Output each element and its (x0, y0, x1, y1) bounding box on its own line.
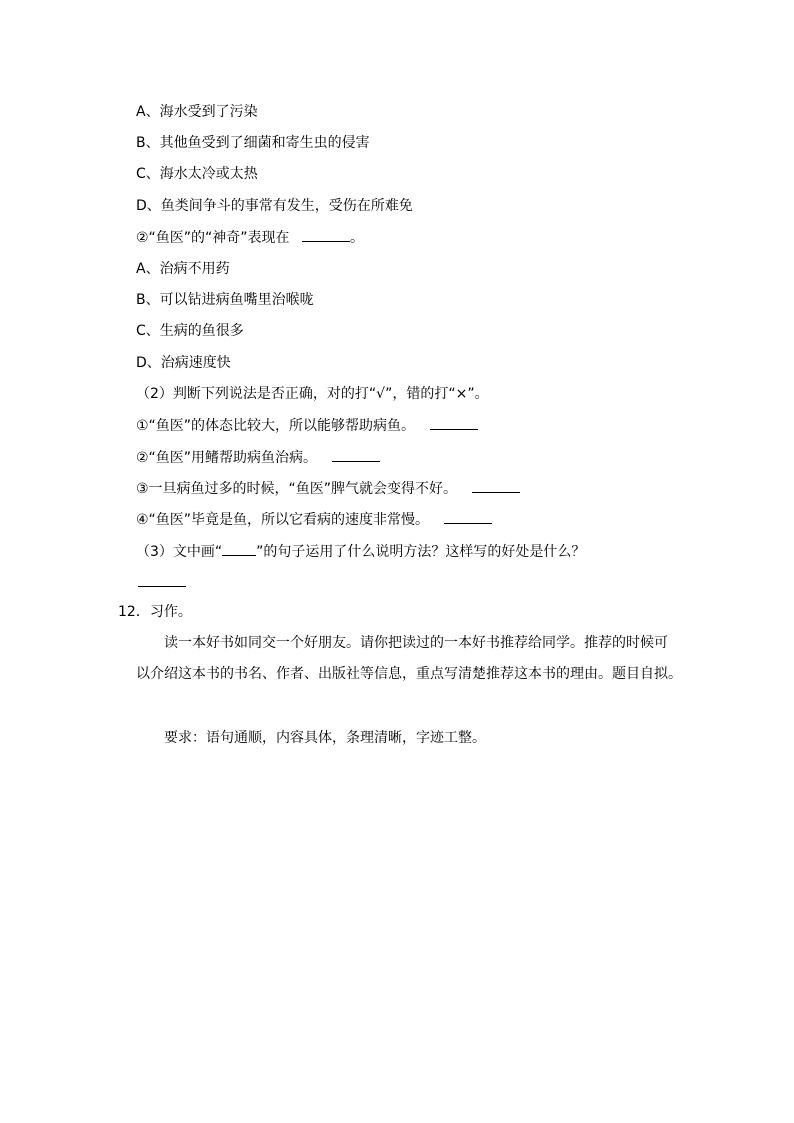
q12-requirement: 要求：语句通顺，内容具体，条理清晰，字迹工整。 (164, 730, 486, 746)
q3-question (136, 541, 585, 561)
q2-s3-text: ③一旦病鱼过多的时候，“鱼医”脾气就会变得不好。 (136, 481, 458, 497)
q12-paragraph-line1: 读一本好书如同交一个好朋友。请你把读过的一本好书推荐给同学。推荐的时候可 (164, 635, 668, 651)
q1-part2-option-c: C、生病的鱼很多 (136, 323, 244, 339)
q1-part2-option-d: D、治病速度快 (136, 355, 231, 371)
q3-prefix: （3）文中画“ (136, 544, 223, 560)
q1-part2-option-a: A、治病不用药 (136, 261, 230, 277)
q2-s4-text: ④“鱼医”毕竟是鱼，所以它看病的速度非常慢。 (136, 512, 430, 528)
q1-option-c: C、海水太冷或太热 (136, 166, 258, 182)
q1-part2-end: 。 (350, 230, 365, 246)
q2-s3-blank[interactable] (472, 478, 520, 493)
q3-answer-blank[interactable] (138, 572, 186, 587)
q2-statement-1 (136, 415, 478, 435)
q2-s4-blank[interactable] (444, 509, 492, 524)
q3-answer-line (138, 572, 186, 592)
q2-statement-3 (136, 478, 520, 498)
q2-s2-text: ②“鱼医”用鳍帮助病鱼治病。 (136, 450, 318, 466)
q12-title: 12．习作。 (118, 604, 192, 620)
q1-part2-blank[interactable] (302, 227, 350, 242)
q2-title: （2）判断下列说法是否正确，对的打“√”，错的打“×”。 (136, 386, 489, 402)
q1-part2-option-b: B、可以钻进病鱼嘴里治喉咙 (136, 292, 314, 308)
q1-option-a: A、海水受到了污染 (136, 104, 258, 120)
q3-suffix: ”的句子运用了什么说明方法？这样写的好处是什么？ (256, 544, 586, 560)
q1-option-d: D、鱼类间争斗的事常有发生，受伤在所难免 (136, 198, 413, 214)
q2-statement-2 (136, 447, 380, 467)
q2-statement-4 (136, 509, 492, 529)
q1-part2-prompt-line (136, 227, 364, 247)
q2-s2-blank[interactable] (332, 447, 380, 462)
q2-s1-text: ①“鱼医”的体态比较大，所以能够帮助病鱼。 (136, 418, 416, 434)
q12-paragraph-line2: 以介绍这本书的书名、作者、出版社等信息，重点写清楚推荐这本书的理由。题目自拟。 (136, 666, 682, 682)
q3-inline-blank (222, 541, 256, 556)
q2-s1-blank[interactable] (430, 415, 478, 430)
q1-part2-prompt: ②“鱼医”的“神奇”表现在 (136, 230, 290, 246)
q1-option-b: B、其他鱼受到了细菌和寄生虫的侵害 (136, 135, 370, 151)
